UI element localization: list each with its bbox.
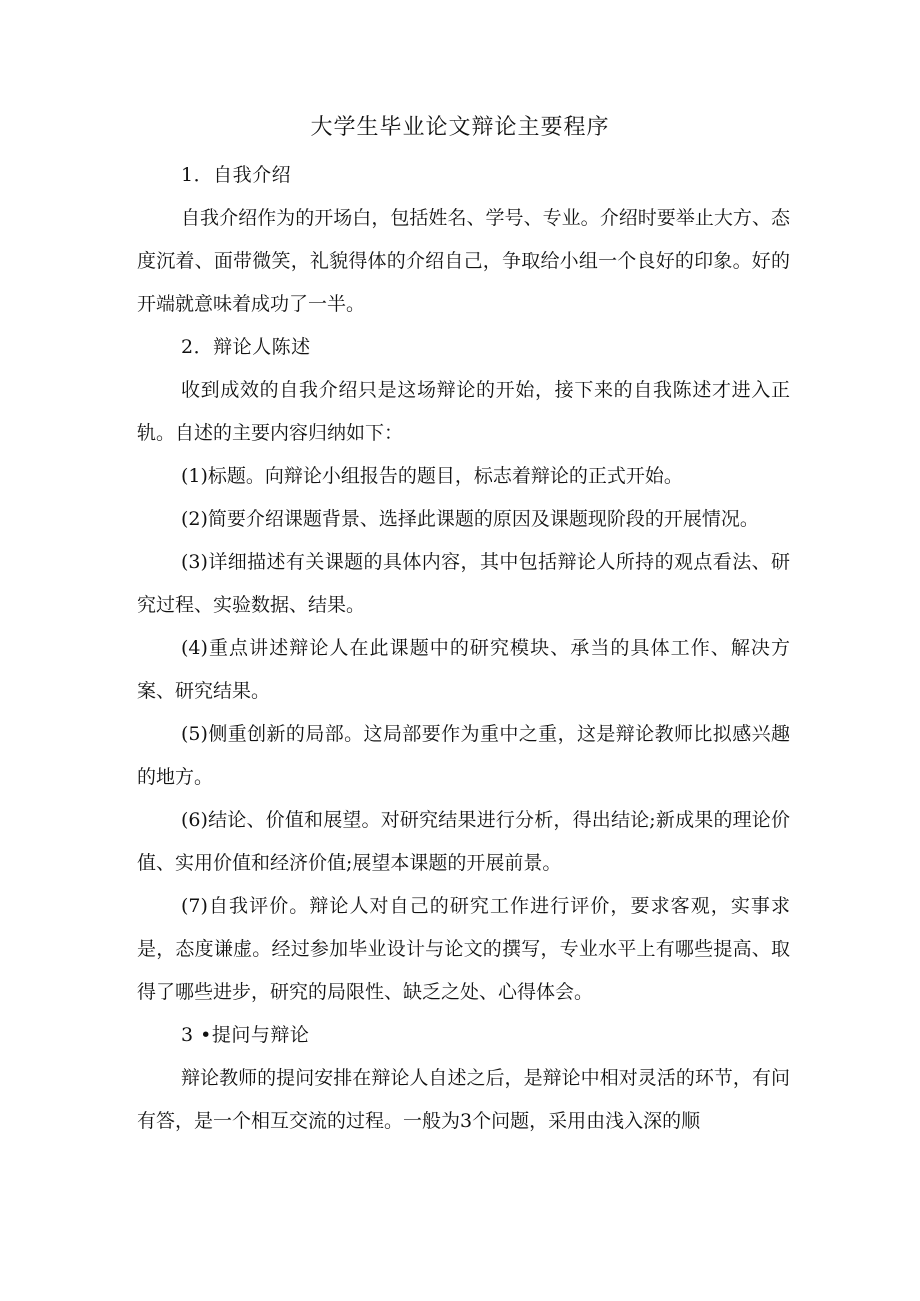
document-body (137, 154, 790, 1143)
list-item-innovation: (5)侧重创新的局部。这局部要作为重中之重，这是辩论教师比拟感兴趣的地方。 (137, 723, 790, 788)
paragraph-statement-intro: 收到成效的自我介绍只是这场辩论的开始，接下来的自我陈述才进入正轨。自述的主要内容归纳如下： (137, 379, 790, 444)
paragraph-self-introduction: 自我介绍作为的开场白，包括姓名、学号、专业。介绍时要举止大方、态度沉着、面带微笑，礼貌得体的介绍自己，争取给小组一个良好的印象。好的开端就意味着成功了一半。 (137, 207, 790, 315)
paragraph-questions: 辩论教师的提问安排在辩论人自述之后，是辩论中相对灵活的环节，有问有答，是一个相互交流的过程。一般为3个问题，采用由浅入深的顺 (137, 1067, 790, 1132)
list-item-title: (1)标题。向辩论小组报告的题目，标志着辩论的正式开始。 (181, 465, 683, 487)
document-title: 大学生毕业论文辩论主要程序 (310, 115, 610, 140)
section-heading-questions: 3 •提问与辩论 (181, 1024, 310, 1046)
list-item-content: (3)详细描述有关课题的具体内容，其中包括辩论人所持的观点看法、研究过程、实验数据、结果。 (137, 551, 790, 616)
list-item-conclusion: (6)结论、价值和展望。对研究结果进行分析，得出结论;新成果的理论价值、实用价值和经济价值;展望本课题的开展前景。 (137, 809, 790, 874)
section-heading-self-introduction: 1．自我介绍 (181, 164, 292, 186)
list-item-work: (4)重点讲述辩论人在此课题中的研究模块、承当的具体工作、解决方案、研究结果。 (137, 637, 790, 702)
list-item-self-evaluation: (7)自我评价。辩论人对自己的研究工作进行评价，要求客观，实事求是，态度谦虚。经过参加毕业设计与论文的撰写，专业水平上有哪些提高、取得了哪些进步，研究的局限性、缺乏之处、心得体会。 (137, 895, 790, 1003)
list-item-background: (2)简要介绍课题背景、选择此课题的原因及课题现阶段的开展情况。 (181, 508, 759, 530)
section-heading-statement: 2．辩论人陈述 (181, 336, 311, 358)
